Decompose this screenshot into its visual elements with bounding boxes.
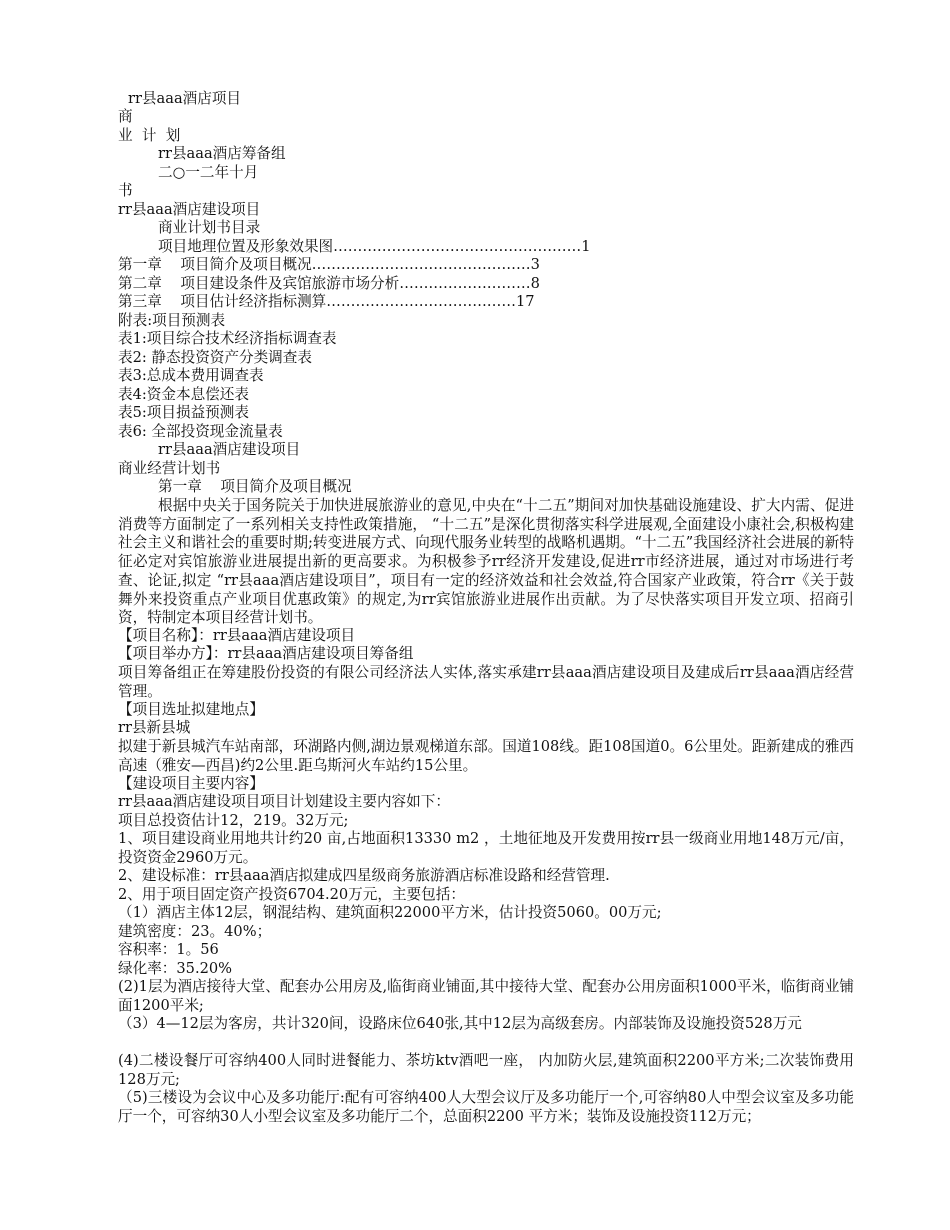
content-heading: 【建设项目主要内容】 [118,775,264,792]
cover-date: 二○一二年十月 [158,164,259,181]
toc-heading: 商业计划书目录 [158,219,261,236]
cover-text: 商 [118,108,133,125]
appendix-table-item: 表1:项目综合技术经济指标调查表 [118,330,337,347]
chapter-title: 第一章 项目简介及项目概况 [158,478,352,495]
toc-entry: 第一章 项目简介及项目概况………………………………………3 [118,256,540,273]
content-item: 1、项目建设商业用地共计约20 亩,占地面积13330 m2 ，土地征地及开发费用按rr县一级商业用地148万元/亩，投资资金2960万元。 [118,830,854,866]
site-heading: 【项目选址拟建地点】 [118,701,264,718]
site-county: rr县新县城 [118,719,191,736]
project-name: 【项目名称】：rr县aaa酒店建设项目 [118,627,356,644]
green-ratio: 绿化率：35.20% [118,960,233,977]
content-subitem: （5)三楼设为会议中心及多功能厅:配有可容纳400人大型会议厅及多功能厅一个,可容纳80人中型会议室及多功能厅一个，可容纳30人小型会议室及多功能厅二个，总面积2200 平方米；装饰及设施投资112万元； [118,1089,854,1125]
plan-title: 商业经营计划书 [118,460,221,477]
intro-paragraph: 根据中央关于国务院关于加快进展旅游业的意见,中央在“十二五”期间对加快基础设施建设、扩大内需、促进消费等方面制定了一系列相关支持性政策措施， “十二五”是深化贯彻落实科学进展观,全面建设小康社会,积极构建社会主义和谐社会的重要时期;转变进展方式、向现代服务业转型的战略机遇期。“十二五”我国经济社会进展的新特征必定对宾馆旅游业进展提出新的更高要求。为积极参予rr经济开发建设,促进rr市经济进展，通过对市场进行考查、论证,拟定 “rr县aaa酒店建设项目”，项目有一定的经济效益和社会效益,符合国家产业政策，符合rr《关于鼓舞外来投资重点产业项目优惠政策》的规定,为rr宾馆旅游业进展作出贡献。为了尽快落实项目开发立项、招商引资，特制定本项目经营计划书。 [118,497,854,627]
cover-title: rr县aaa酒店项目 [128,90,242,107]
appendix-table-item: 表4:资金本息偿还表 [118,386,249,403]
content-item: 2、建设标准：rr县aaa酒店拟建成四星级商务旅游酒店标准设路和经营管理. [118,867,610,884]
toc-entry: 第二章 项目建设条件及宾馆旅游市场分析………………………8 [118,275,540,292]
appendix-table-item: 表3:总成本费用调查表 [118,367,264,384]
project-organizer: 【项目举办方】：rr县aaa酒店建设项目筹备组 [118,645,414,662]
content-subitem: （1）酒店主体12层，钢混结构、建筑面积22000平方米，估计投资5060。00万元; [118,904,662,921]
content-intro: rr县aaa酒店建设项目项目计划建设主要内容如下： [118,793,450,810]
content-item: 2、用于项目固定资产投资6704.20万元，主要包括： [118,886,465,903]
content-subitem: （3）4—12层为客房，共计320间，设路床位640张,其中12层为高级套房。内部装饰及设施投资528万元 [118,1015,802,1032]
organizer-description: 项目筹备组正在筹建股份投资的有限公司经济法人实体,落实承建rr县aaa酒店建设项目及建成后rr县aaa酒店经营管理。 [118,664,854,700]
toc-entry: 第三章 项目估计经济指标测算…………………………………17 [118,293,535,310]
toc-project-title: rr县aaa酒店建设项目 [118,201,261,218]
floor-area-ratio: 容积率：1。56 [118,941,219,958]
building-density: 建筑密度：23。40%； [118,923,272,940]
cover-text: 书 [118,182,133,199]
appendix-table-item: 表5:项目损益预测表 [118,404,249,421]
appendix-table-item: 表6: 全部投资现金流量表 [118,423,283,440]
content-subitem: (2)1层为酒店接待大堂、配套办公用房及,临街商业铺面,其中接待大堂、配套办公用房面积1000平米，临街商业铺面1200平米; [118,978,854,1014]
toc-entry: 项目地理位置及形象效果图……………………………………………1 [158,238,591,255]
appendix-table-item: 表2: 静态投资资产分类调查表 [118,349,312,366]
appendix-heading: 附表:项目预测表 [118,312,226,329]
content-subitem: (4)二楼设餐厅可容纳400人同时进餐能力、茶坊ktv酒吧一座， 内加防火层,建筑面积2200平方米;二次装饰费用128万元; [118,1052,854,1088]
cover-org: rr县aaa酒店筹备组 [158,145,286,162]
site-description: 拟建于新县城汽车站南部，环湖路内侧,湖边景观梯道东部。国道108线。距108国道0。6公里处。距新建成的雅西高速（雅安—西昌)约2公里.距乌斯河火车站约15公里。 [118,738,854,774]
total-investment: 项目总投资估计12，219。32万元; [118,812,349,829]
body-project-title: rr县aaa酒店建设项目 [158,441,301,458]
cover-text: 业 计 划 [118,127,181,144]
